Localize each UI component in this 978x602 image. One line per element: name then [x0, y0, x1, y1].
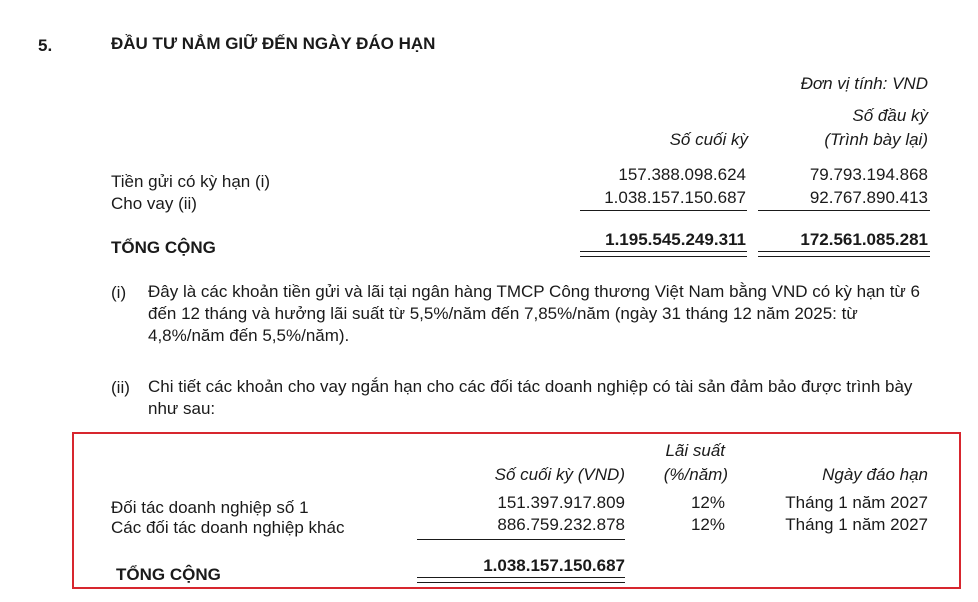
- note-ii-text: Chi tiết các khoản cho vay ngắn hạn cho các đối tác doanh nghiệp có tài sản đảm bảo được trình bày như sau:: [148, 377, 913, 418]
- row-end-other-partners: 886.759.232.878: [497, 515, 625, 534]
- row-maturity-other-partners: Tháng 1 năm 2027: [785, 515, 928, 534]
- row-begin-loans: 92.767.890.413: [809, 188, 928, 207]
- table2-total-label: TỔNG CỘNG: [116, 565, 221, 584]
- col-maturity-header: Ngày đáo hạn: [822, 465, 928, 484]
- row-rate-partner-1: 12%: [690, 493, 725, 512]
- unit-note: Đơn vị tính: VND: [800, 74, 928, 93]
- double-underline-begin-col: [758, 251, 930, 257]
- row-end-partner-1: 151.397.917.809: [497, 493, 625, 512]
- total-label: TỔNG CỘNG: [111, 238, 216, 257]
- col-rate-header-line2: (%/năm): [663, 465, 728, 484]
- col-begin-header-line2: (Trình bày lại): [824, 130, 928, 149]
- row-rate-other-partners: 12%: [690, 515, 725, 534]
- row-maturity-partner-1: Tháng 1 năm 2027: [785, 493, 928, 512]
- row-end-term-deposits: 157.388.098.624: [618, 165, 746, 184]
- row-label-partner-1: Đối tác doanh nghiệp số 1: [111, 498, 309, 517]
- note-i-marker: (i): [111, 283, 127, 302]
- total-begin: 172.561.085.281: [800, 230, 928, 249]
- section-number: 5.: [38, 36, 53, 55]
- table2-total-end: 1.038.157.150.687: [483, 556, 625, 575]
- col-begin-header-line1: Số đầu kỳ: [852, 106, 928, 125]
- section-title: ĐẦU TƯ NẮM GIỮ ĐẾN NGÀY ĐÁO HẠN: [111, 34, 436, 53]
- note-i-text: Đây là các khoản tiền gửi và lãi tại ngân hàng TMCP Công thương Việt Nam bằng VND có kỳ hạn từ 6 đến 12 tháng và hưởng lãi suất từ 5,5%/năm đến 7,85%/năm (ngày 31 tháng 12 năm 2025: từ 4,8%/năm đến 5,5%/năm).: [148, 282, 920, 345]
- col-end-vnd-header: Số cuối kỳ (VND): [494, 465, 625, 484]
- col-end-header: Số cuối kỳ: [669, 130, 748, 149]
- row-begin-term-deposits: 79.793.194.868: [809, 165, 928, 184]
- row-end-loans: 1.038.157.150.687: [604, 188, 746, 207]
- row-label-loans: Cho vay (ii): [111, 194, 197, 213]
- row-label-other-partners: Các đối tác doanh nghiệp khác: [111, 518, 345, 537]
- underline-begin-col: [758, 210, 930, 211]
- underline-end-col: [580, 210, 747, 211]
- note-ii-marker: (ii): [111, 378, 130, 397]
- col-rate-header-line1: Lãi suất: [665, 441, 725, 460]
- underline-table2-end-col: [417, 539, 625, 540]
- row-label-term-deposits: Tiền gửi có kỳ hạn (i): [111, 172, 271, 191]
- double-underline-end-col: [580, 251, 747, 257]
- total-end: 1.195.545.249.311: [605, 230, 746, 249]
- double-underline-table2-end-col: [417, 577, 625, 583]
